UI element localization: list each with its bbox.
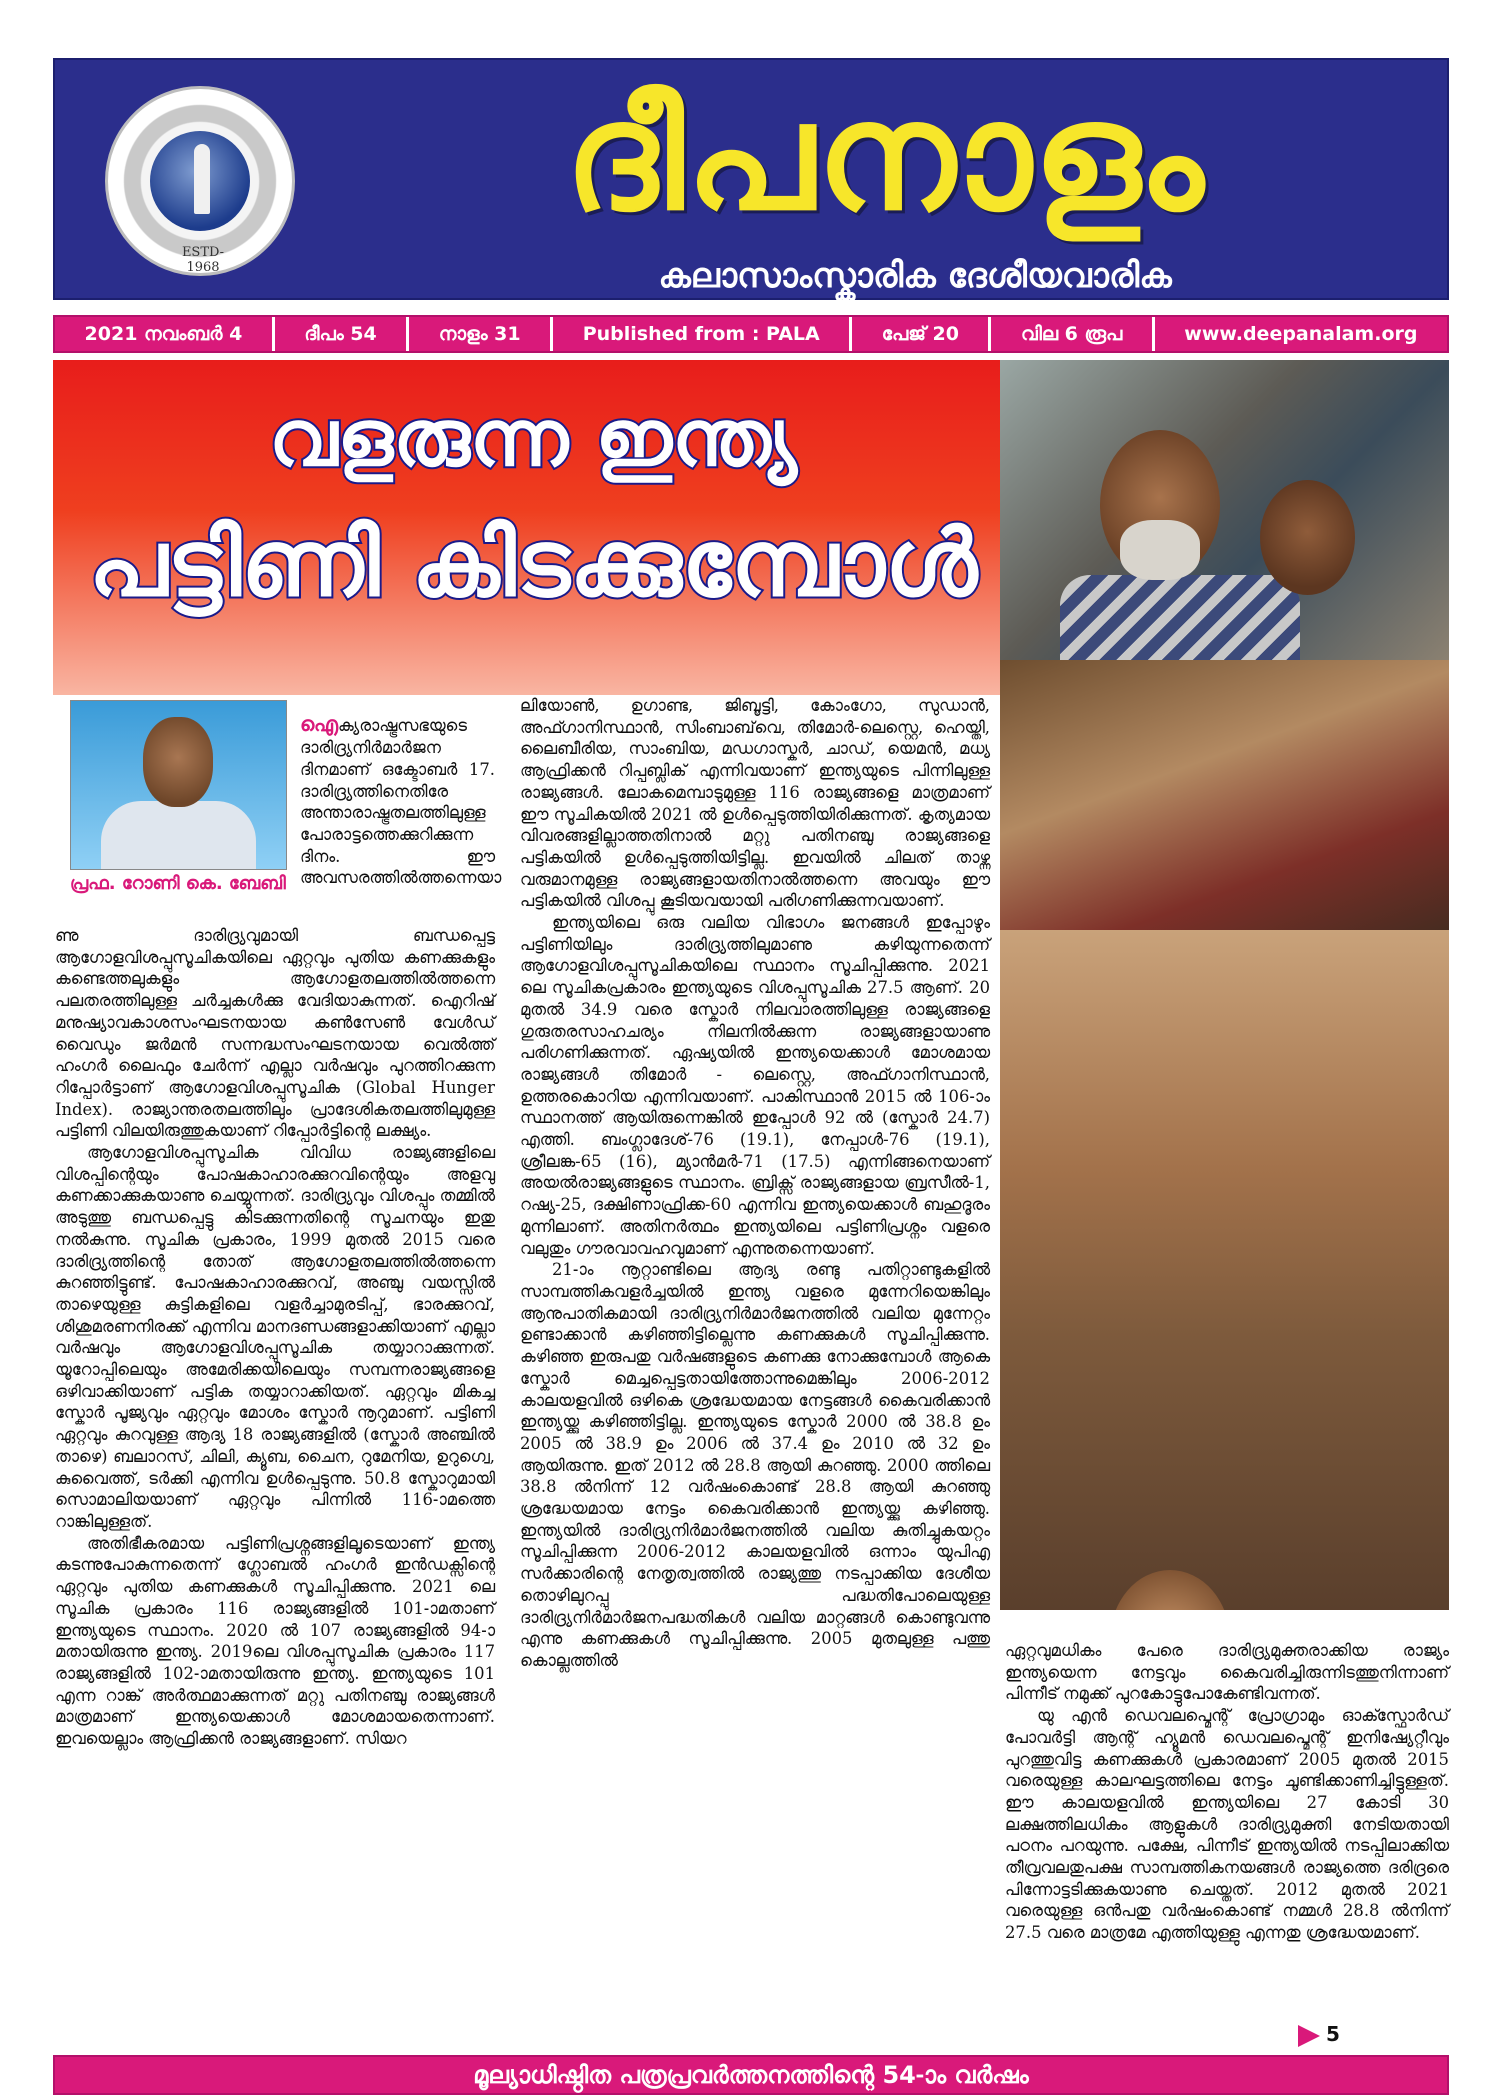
paragraph: ഇന്ത്യയിലെ ഒരു വലിയ വിഭാഗം ജനങ്ങൾ ഇപ്പോഴും പട്ടിണിയിലും ദാരിദ്ര്യത്തിലുമാണു കഴിയുന്നതെന്ന് ആഗോളവിശപ്പുസൂചികയിലെ സ്ഥാനം സൂചിപ്പിക്കുന്നു. 2021 ലെ സൂചികപ്രകാരം ഇന്ത്യയുടെ വിശപ്പുസൂചിക 27.5 ആണ്. 20 മുതൽ 34.9 വരെ സ്കോർ നിലവാരത്തിലുള്ള രാജ്യങ്ങളെ ഗുരുതരസാഹചര്യം നിലനിൽക്കുന്ന രാജ്യങ്ങളായാണു പരിഗണിക്കുന്നത്. ഏഷ്യയിൽ ഇന്ത്യയെക്കാൾ മോശമായ രാജ്യങ്ങൾ തിമോർ - ലെസ്റ്റെ, അഫ്ഗാനിസ്ഥാൻ, ഉത്തരകൊറിയ എന്നിവയാണ്. പാകിസ്ഥാൻ 2015 ൽ 106-ാം സ്ഥാനത്ത് ആയിരുന്നെങ്കിൽ ഇപ്പോൾ 92 ൽ (സ്കോർ 24.7) എത്തി. ബംഗ്ലാദേശ്-76 (19.1), നേപ്പാൾ-76 (19.1), ശ്രീലങ്ക-65 (16), മ്യാൻമർ-71 (17.5) എന്നിങ്ങനെയാണ് അയൽരാജ്യങ്ങളുടെ സ്ഥാനം. ബ്രിക്സ് രാജ്യങ്ങളായ ബ്രസീൽ-1, റഷ്യ-25, ദക്ഷിണാഫ്രിക്ക-60 എന്നിവ ഇന്ത്യയെക്കാൾ ബഹുദൂരം മുന്നിലാണ്. അതിനർത്ഥം ഇന്ത്യയിലെ പട്ടിണിപ്രശ്നം വളരെ വലുതും ഗൗരവാവഹവുമാണ് എന്നുതന്നെയാണ്. bbox=[520, 913, 990, 1258]
article-column-2 bbox=[520, 695, 990, 1672]
continued-page-number: 5 bbox=[1326, 2022, 1340, 2046]
issue-info-bar bbox=[53, 315, 1449, 353]
magazine-subtitle: കലാസാംസ്കാരിക ദേശീയവാരിക bbox=[658, 256, 1172, 296]
striped-shirt bbox=[1060, 575, 1300, 670]
issue-price: വില 6 രൂപ bbox=[991, 317, 1154, 351]
hunger-photo-collage bbox=[1000, 360, 1449, 1610]
paragraph: ഏറ്റവുമധികം പേരെ ദാരിദ്ര്യമുക്തരാക്കിയ രാജ്യം ഇന്ത്യയെന്ന നേട്ടവും കൈവരിച്ചിരുന്നിടത്തുനിന്നാണ് പിന്നീട് നമുക്ക് പുറകോട്ടുപോകേണ്ടിവന്നത്. bbox=[1005, 1641, 1449, 1704]
article-column-1 bbox=[55, 925, 495, 1750]
author-face bbox=[143, 717, 213, 807]
author-shirt bbox=[101, 801, 256, 870]
article-column-3 bbox=[1005, 1640, 1449, 1944]
continued-on-page[interactable] bbox=[1298, 2022, 1340, 2047]
paragraph: ണു ദാരിദ്ര്യവുമായി ബന്ധപ്പെട്ട ആഗോളവിശപ്പുസൂചികയിലെ ഏറ്റവും പുതിയ കണക്കുകളും കണ്ടെത്തലുകളും ആഗോളതലത്തിൽത്തന്നെ പലതരത്തിലുള്ള ചർച്ചകൾക്കു വേദിയാകുന്നത്. ഐറിഷ് മനുഷ്യാവകാശസംഘടനയായ കൺസേൺ വേൾഡ് വൈഡും ജർമൻ സന്നദ്ധസംഘടനയായ വെൽത്ത് ഹംഗർ ലൈഫും ചേർന്ന് എല്ലാ വർഷവും പുറത്തിറക്കുന്ന റിപ്പോർട്ടാണ് ആഗോളവിശപ്പുസൂചിക (Global Hunger Index). രാജ്യാന്തരതലത്തിലും പ്രാദേശികതലത്തിലുമുള്ള പട്ടിണി വിലയിരുത്തുകയാണ് റിപ്പോർട്ടിന്റെ ലക്ഷ്യം. bbox=[55, 926, 495, 1141]
photo-elderly-men bbox=[1000, 360, 1449, 670]
page-count: പേജ് 20 bbox=[852, 317, 991, 351]
headline-line-2: പട്ടിണി കിടക്കുമ്പോൾ bbox=[88, 510, 978, 617]
headline-line-1: വളരുന്ന ഇന്ത്യ bbox=[269, 394, 797, 484]
article-intro bbox=[300, 698, 502, 905]
logo-established-text: ESTD-1968 bbox=[181, 245, 225, 275]
intro-text: ക്യരാഷ്ട്രസഭയുടെ ദാരിദ്ര്യനിർമാർജന ദിനമാണ് ഒക്ടോബർ 17. ദാരിദ്ര്യത്തിനെതിരേ അന്താരാഷ്ട്രതലത്തിലുള്ള പോരാട്ടത്തെക്കുറിക്കുന്ന ദിനം. ഈ അവസരത്തിൽത്തന്നെയാ bbox=[300, 716, 502, 888]
white-beard bbox=[1120, 520, 1200, 580]
paragraph: അതിഭീകരമായ പട്ടിണിപ്രശ്നങ്ങളിലൂടെയാണ് ഇന്ത്യ കടന്നുപോകുന്നതെന്ന് ഗ്ലോബൽ ഹംഗർ ഇൻഡക്സിന്റെ ഏറ്റവും പുതിയ കണക്കുകൾ സൂചിപ്പിക്കുന്നു. 2021 ലെ സൂചിക പ്രകാരം 116 രാജ്യങ്ങളിൽ 101-ാമതാണ് ഇന്ത്യയുടെ സ്ഥാനം. 2020 ൽ 107 രാജ്യങ്ങളിൽ 94-ാമതായിരുന്നു ഇന്ത്യ. 2019ലെ വിശപ്പുസൂചിക പ്രകാരം 117 രാജ്യങ്ങളിൽ 102-ാമതായിരുന്നു ഇന്ത്യ. ഇന്ത്യയുടെ 101 എന്ന റാങ്ക് അർത്ഥമാക്കുന്നത് മറ്റു പതിനഞ്ചു രാജ്യങ്ങൾ മാത്രമാണ് ഇന്ത്യയെക്കാൾ മോശമായതെന്നാണ്. ഇവയെല്ലാം ആഫ്രിക്കൻ രാജ്യങ്ങളാണ്. സിയറ bbox=[55, 1533, 495, 1749]
masthead bbox=[53, 58, 1449, 300]
author-name: പ്രഫ. റോണി കെ. ബേബി bbox=[70, 873, 286, 894]
published-from: Published from : PALA bbox=[553, 317, 852, 351]
paragraph: 21-ാം നൂറ്റാണ്ടിലെ ആദ്യ രണ്ടു പതിറ്റാണ്ടുകളിൽ സാമ്പത്തികവളർച്ചയിൽ ഇന്ത്യ വളരെ മുന്നേറിയെങ്കിലും ആനുപാതികമായി ദാരിദ്ര്യനിർമാർജനത്തിൽ വലിയ മുന്നേറ്റം ഉണ്ടാക്കാൻ കഴിഞ്ഞിട്ടില്ലെന്നു കണക്കുകൾ സൂചിപ്പിക്കുന്നു. കഴിഞ്ഞ ഇരുപതു വർഷങ്ങളുടെ കണക്കു നോക്കുമ്പോൾ ആകെ സ്കോർ മെച്ചപ്പെട്ടതായിത്തോന്നുമെങ്കിലും 2006-2012 കാലയളവിൽ ഒഴികെ ശ്രദ്ധേയമായ നേട്ടങ്ങൾ കൈവരിക്കാൻ ഇന്ത്യയ്ക്കു കഴിഞ്ഞിട്ടില്ല. ഇന്ത്യയുടെ സ്കോർ 2000 ൽ 38.8 ഉം 2005 ൽ 38.9 ഉം 2006 ൽ 37.4 ഉം 2010 ൽ 32 ഉം ആയിരുന്നു. ഇത് 2012 ൽ 28.8 ആയി കുറഞ്ഞു. 2000 ത്തിലെ 38.8 ൽനിന്ന് 12 വർഷംകൊണ്ട് 28.8 ആയി കുറഞ്ഞു ശ്രദ്ധേയമായ നേട്ടം കൈവരിക്കാൻ ഇന്ത്യയ്ക്കു കഴിഞ്ഞു. ഇന്ത്യയിൽ ദാരിദ്ര്യനിർമാർജനത്തിൽ വലിയ കുതിച്ചുകയറ്റം സൂചിപ്പിക്കുന്ന 2006-2012 കാലയളവിൽ ഒന്നാം യുപിഎ സർക്കാരിന്റെ നേതൃത്വത്തിൽ രാജ്യത്തു നടപ്പാക്കിയ ദേശീയ തൊഴിലുറപ്പു പദ്ധതിപോലെയുള്ള ദാരിദ്ര്യനിർമാർജനപദ്ധതികൾ വലിയ മാറ്റങ്ങൾ കൊണ്ടുവന്നു എന്നു കണക്കുകൾ സൂചിപ്പിക്കുന്നു. 2005 മുതലുള്ള പത്തു കൊല്ലത്തിൽ bbox=[520, 1260, 990, 1670]
girl-face bbox=[1110, 1570, 1230, 1610]
arrow-right-icon bbox=[1298, 2025, 1320, 2047]
paragraph: യു എൻ ഡെവലപ്മെന്റ് പ്രോഗ്രാമും ഓക്സ്ഫോർഡ് പോവർട്ടി ആന്റ് ഹ്യൂമൻ ഡെവലപ്മെന്റ് ഇനിഷ്യേറ്റീവും പുറത്തുവിട്ട കണക്കുകൾ പ്രകാരമാണ് 2005 മുതൽ 2015 വരെയുള്ള കാലഘട്ടത്തിലെ നേട്ടം ചൂണ്ടിക്കാണിച്ചിട്ടുള്ളത്. ഈ കാലയളവിൽ ഇന്ത്യയിലെ 27 കോടി 30 ലക്ഷത്തിലധികം ആളുകൾ ദാരിദ്ര്യമുക്തി നേടിയതായി പഠനം പറയുന്നു. പക്ഷേ, പിന്നീട് ഇന്ത്യയിൽ നടപ്പിലാക്കിയ തീവ്രവലതുപക്ഷ സാമ്പത്തികനയങ്ങൾ രാജ്യത്തെ ദരിദ്രരെ പിന്നോട്ടടിക്കുകയാണു ചെയ്തത്. 2012 മുതൽ 2021 വരെയുള്ള ഒൻപതു വർഷംകൊണ്ട് നമ്മൾ 28.8 ൽനിന്ന് 27.5 വരെ മാത്രമേ എത്തിയുള്ളു എന്നതു ശ്രദ്ധേയമാണ്. bbox=[1005, 1706, 1449, 1943]
issue-date: 2021 നവംബർ 4 bbox=[55, 317, 275, 351]
lamp-logo-icon bbox=[105, 86, 295, 276]
issue-number: നാളം 31 bbox=[409, 317, 553, 351]
man-face bbox=[1260, 480, 1355, 595]
magazine-title: ദീപനാളം bbox=[564, 70, 1206, 244]
photo-children-hut bbox=[1000, 930, 1449, 1610]
paragraph: ആഗോളവിശപ്പുസൂചിക വിവിധ രാജ്യങ്ങളിലെ വിശപ്പിന്റെയും പോഷകാഹാരക്കുറവിന്റെയും അളവു കണക്കാക്കുകയാണു ചെയ്യുന്നത്. ദാരിദ്ര്യവും വിശപ്പും തമ്മിൽ അടുത്തു ബന്ധപ്പെട്ടു കിടക്കുന്നതിന്റെ സൂചനയും ഇതു നൽകുന്നു. സൂചിക പ്രകാരം, 1999 മുതൽ 2015 വരെ ദാരിദ്ര്യത്തിന്റെ തോത് ആഗോളതലത്തിൽത്തന്നെ കുറഞ്ഞിട്ടുണ്ട്. പോഷകാഹാരക്കുറവ്, അഞ്ചു വയസ്സിൽ താഴെയുള്ള കുട്ടികളിലെ വളർച്ചാമുരടിപ്പ്, ഭാരക്കുറവ്, ശിശുമരണനിരക്ക് എന്നിവ മാനദണ്ഡങ്ങളാക്കിയാണ് എല്ലാ വർഷവും ആഗോളവിശപ്പുസൂചിക തയ്യാറാക്കുന്നത്. യൂറോപ്പിലെയും അമേരിക്കയിലെയും സമ്പന്നരാജ്യങ്ങളെ ഒഴിവാക്കിയാണ് പട്ടിക തയ്യാറാക്കിയത്. ഏറ്റവും മികച്ച സ്കോർ പൂജ്യവും ഏറ്റവും മോശം സ്കോർ നൂറുമാണ്. പട്ടിണി ഏറ്റവും കുറവുള്ള ആദ്യ 18 രാജ്യങ്ങളിൽ (സ്കോർ അഞ്ചിൽ താഴെ) ബലാറസ്, ചിലി, ക്യൂബ, ചൈന, റുമേനിയ, ഉറുഗ്വെ, കുവൈത്ത്, ടർക്കി എന്നിവ ഉൾപ്പെടുന്നു. 50.8 സ്കോറുമായി സൊമാലിയയാണ് ഏറ്റവും പിന്നിൽ 116-ാമത്തെ റാങ്കിലുള്ളത്. bbox=[55, 1143, 495, 1531]
website-link[interactable]: www.deepanalam.org bbox=[1184, 323, 1418, 345]
photo-women-children bbox=[1000, 660, 1449, 950]
issue-volume: ദീപം 54 bbox=[275, 317, 409, 351]
footer-banner: മൂല്യാധിഷ്ഠിത പത്രപ്രവർത്തനത്തിന്റെ 54-ാം വർഷം bbox=[53, 2055, 1449, 2095]
drop-cap: ഐ bbox=[300, 712, 339, 737]
author-photo bbox=[70, 700, 287, 870]
paragraph: ലിയോൺ, ഉഗാണ്ട, ജിബൂട്ടി, കോംഗോ, സുഡാൻ, അഫ്ഗാനിസ്ഥാൻ, സിംബാബ്‌വെ, തിമോർ-ലെസ്റ്റെ, ഹെയ്തി, ലൈബീരിയ, സാംബിയ, മഡഗാസ്കർ, ചാഡ്, യെമൻ, മധ്യ ആഫ്രിക്കൻ റിപ്പബ്ലിക് എന്നിവയാണ് ഇന്ത്യയുടെ പിന്നിലുള്ള രാജ്യങ്ങൾ. ലോകമെമ്പാടുമുള്ള 116 രാജ്യങ്ങളെ മാത്രമാണ് ഈ സൂചികയിൽ 2021 ൽ ഉൾപ്പെടുത്തിയിരിക്കുന്നത്. കൃത്യമായ വിവരങ്ങളില്ലാത്തതിനാൽ മറ്റു പതിനഞ്ചു രാജ്യങ്ങളെ പട്ടികയിൽ ഉൾപ്പെടുത്തിയിട്ടില്ല. ഇവയിൽ ചിലത് താഴ്ന്ന വരുമാനമുള്ള രാജ്യങ്ങളായതിനാൽത്തന്നെ അവയും ഈ പട്ടികയിൽ വിശപ്പു കൂടിയവയായി പരിഗണിക്കുന്നവയാണ്. bbox=[520, 696, 990, 911]
logo-flame-icon bbox=[194, 144, 210, 214]
